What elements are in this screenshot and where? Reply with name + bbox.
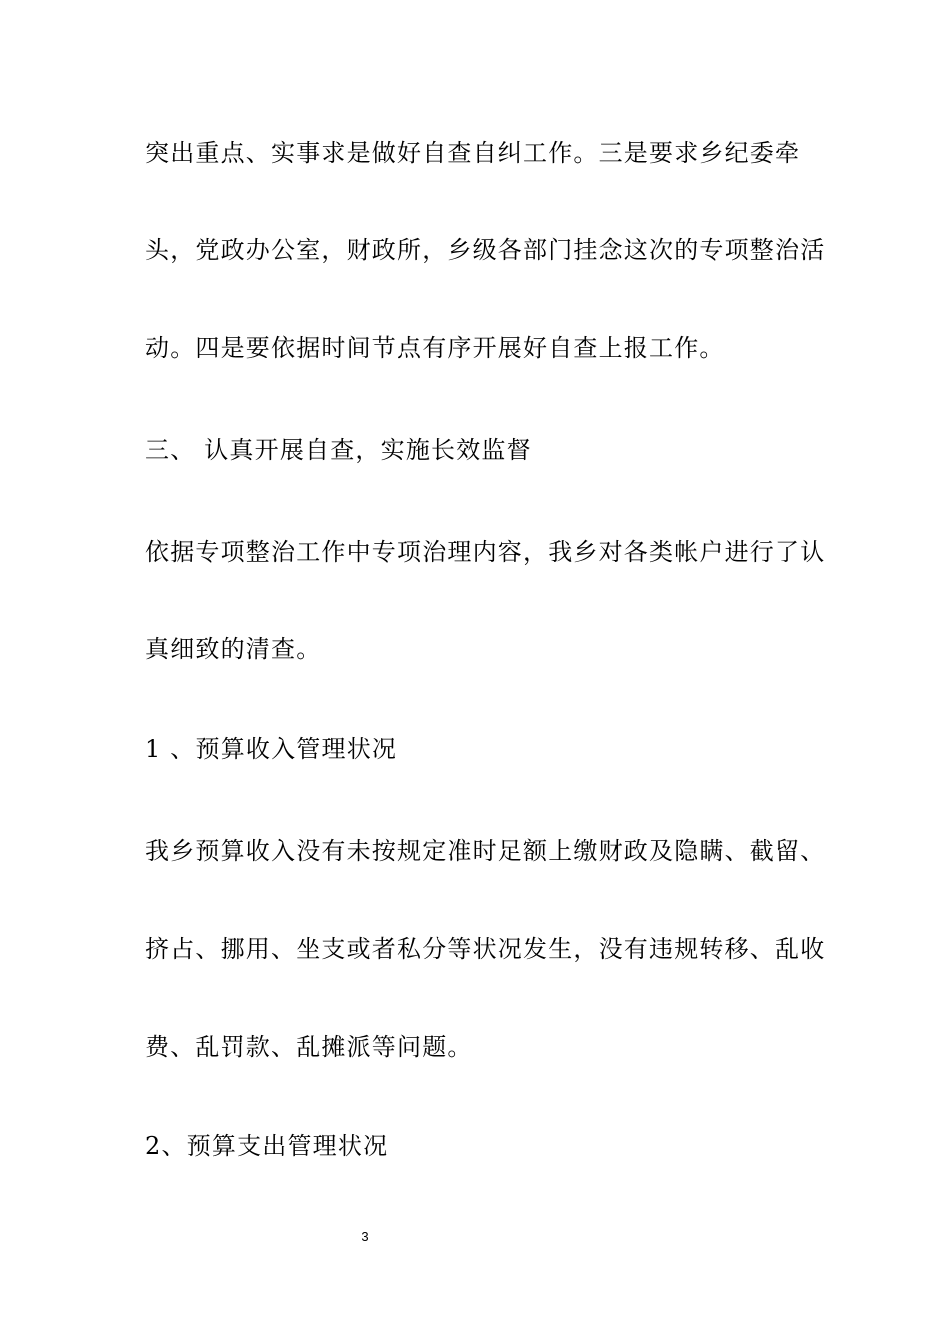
subheading-1: 1 、预算收入管理状况	[145, 735, 398, 763]
paragraph-line-1: 突出重点、实事求是做好自查自纠工作。三是要求乡纪委牵	[145, 139, 801, 167]
paragraph-line-3: 动。四是要依据时间节点有序开展好自查上报工作。	[145, 334, 725, 362]
paragraph-line-6: 我乡预算收入没有未按规定准时足额上缴财政及隐瞒、截留、	[145, 837, 826, 865]
paragraph-line-2: 头，党政办公室，财政所，乡级各部门挂念这次的专项整治活	[145, 236, 826, 264]
paragraph-line-5: 真细致的清查。	[145, 635, 322, 663]
page-number: 3	[361, 1229, 369, 1244]
subheading-2: 2、预算支出管理状况	[145, 1132, 389, 1160]
paragraph-line-8: 费、乱罚款、乱摊派等问题。	[145, 1033, 473, 1061]
paragraph-line-4: 依据专项整治工作中专项治理内容，我乡对各类帐户进行了认	[145, 538, 826, 566]
section-heading-3: 三、 认真开展自查，实施长效监督	[145, 436, 532, 464]
paragraph-line-7: 挤占、挪用、坐支或者私分等状况发生，没有违规转移、乱收	[145, 935, 826, 963]
